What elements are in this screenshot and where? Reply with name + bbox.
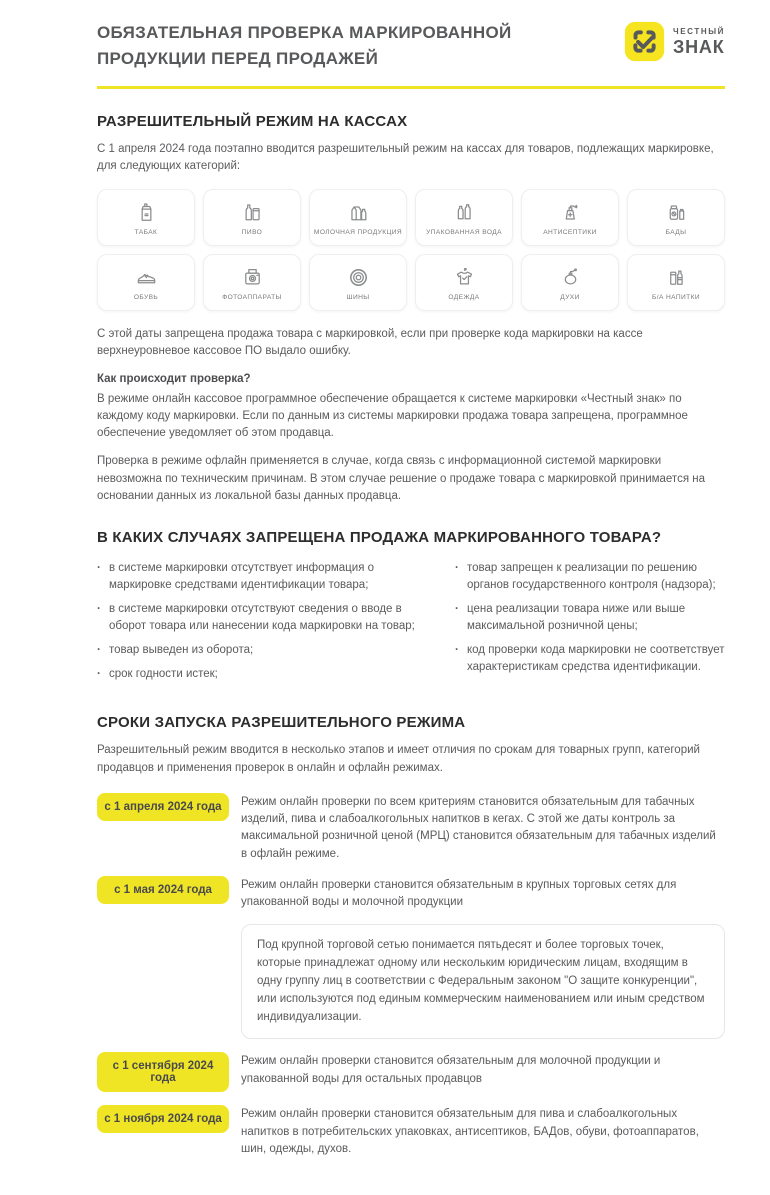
date-badge-november: с 1 ноября 2024 года [97,1105,229,1133]
bullet-item: · код проверки кода маркировки не соответствует характеристикам средства идентификации. [455,642,725,676]
timeline-intro: Разрешительный режим вводится в несколько этапов и имеет отличия по срокам для товарных групп, категорий продавцов и применения проверок в онлайн и офлайн режимах. [97,744,700,774]
category-tile-dairy [309,189,407,246]
bullet-item: · в системе маркировки отсутствуют сведения о вводе в оборот товара или нанесении кода маркировки на товар; [97,601,433,635]
beer-bottle-can-icon [240,200,265,225]
category-label: АНТИСЕПТИКИ [543,228,597,236]
bullets-left-column [97,560,433,690]
logo-word-znak: ЗНАК [673,36,725,57]
permit-paragraph-1: С этой даты запрещена продажа товара с маркировкой, если при проверке кода маркировки на кассе верхнеуровневое кассовое ПО выдало ошибку. [97,328,643,358]
permit-intro: С 1 апреля 2024 года поэтапно вводится разрешительный режим на кассах для товаров, подлежащих маркировке, для следующих категорий: [97,142,714,172]
category-tiles [97,189,725,311]
camera-icon [240,265,265,290]
logo-text [673,28,725,56]
bullet-item: · срок годности истек; [97,666,433,683]
bullet-item: · в системе маркировки отсутствует информация о маркировке средствами идентификации товара; [97,560,433,594]
category-tile-water [415,189,513,246]
prohibited-bullet-columns [97,560,725,690]
prohibited-section-heading: В КАКИХ СЛУЧАЯХ ЗАПРЕЩЕНА ПРОДАЖА МАРКИРОВАННОГО ТОВАРА? [97,529,662,547]
timeline-text: Режим онлайн проверки по всем критериям становится обязательным для табачных изделий, пива и слабоалкогольных напитков в кегах. С этой же даты контроль за максимальной розничной ценой (МРЦ) становится обязательным для табачных изделий в офлайн режиме. [241,795,716,860]
bullet-item: · товар запрещен к реализации по решению органов государственного контроля (надзора); [455,560,725,594]
category-label: ФОТОАППАРАТЫ [222,293,282,301]
bullets-right-column [455,560,725,690]
tshirt-hanger-icon [452,265,477,290]
date-badge-may: с 1 мая 2024 года [97,876,229,904]
category-label: ОДЕЖДА [448,293,480,301]
dairy-carton-icon [346,200,371,225]
check-qr-frame-icon [624,21,665,62]
category-tile-tires [309,254,407,311]
timeline-section-heading: СРОКИ ЗАПУСКА РАЗРЕШИТЕЛЬНОГО РЕЖИМА [97,714,466,732]
category-label: Б/А НАПИТКИ [652,293,700,301]
category-tile-shoes [97,254,195,311]
category-label: МОЛОЧНАЯ ПРОДУКЦИЯ [313,228,403,236]
header [97,20,725,73]
perfume-bottle-icon [558,265,583,290]
category-label: ДУХИ [560,293,580,301]
timeline-item [97,876,725,912]
timeline-text: Режим онлайн проверки становится обязательным в крупных торговых сетях для упакованной воды и молочной продукции [241,878,677,909]
soft-drinks-icon [664,265,689,290]
timeline-item [97,793,725,863]
bullet-item: · товар выведен из оборота; [97,642,433,659]
timeline-item [97,1105,725,1158]
antiseptic-spray-icon [558,200,583,225]
category-label: ПИВО [241,228,263,236]
category-label: УПАКОВАННАЯ ВОДА [426,228,502,236]
supplements-jar-icon [664,200,689,225]
permit-paragraph-2: В режиме онлайн кассовое программное обеспечение обращается к системе маркировки «Честный знак» по каждому коду маркировки. Если по данным из системы маркировки продажа товара запрещена, программное обеспечение уведомляет об этом продавца. [97,392,688,440]
cigarette-pack-icon [134,200,159,225]
bullet-item: · цена реализации товара ниже или выше максимальной розничной цены; [455,601,725,635]
timeline-text: Режим онлайн проверки становится обязательным для пива и слабоалкогольных напитков в потребительских упаковках, антисептиков, БАДов, обуви, фотоаппаратов, шин, одежды, духов. [241,1108,699,1155]
logo-word-chestny: ЧЕСТНЫЙ [673,26,725,36]
tire-icon [346,265,371,290]
date-badge-april: с 1 апреля 2024 года [97,793,229,821]
accent-divider [97,86,725,89]
category-tile-supplements [627,189,725,246]
category-tile-soft-drinks [627,254,725,311]
category-tile-cameras [203,254,301,311]
chestny-znak-logo [624,21,725,62]
large-retail-note: Под крупной торговой сетью понимается пятьдесят и более торговых точек, которые принадлежат одному или нескольким юридическим лицам, входящим в одну группу лиц в соответствии с Федеральным законом "О защите конкуренции", или используются под единым коммерческим наименованием или иным средством индивидуализации. [241,924,725,1039]
category-label: ШИНЫ [346,293,370,301]
permit-section-heading: РАЗРЕШИТЕЛЬНЫЙ РЕЖИМ НА КАССАХ [97,112,408,130]
category-tile-beer [203,189,301,246]
category-label: ОБУВЬ [133,293,159,301]
category-tile-tobacco [97,189,195,246]
timeline [97,793,725,1158]
category-label: БАДЫ [665,228,687,236]
date-badge-september: с 1 сентября 2024 года [97,1052,229,1092]
page-title: ОБЯЗАТЕЛЬНАЯ ПРОВЕРКА МАРКИРОВАННОЙ ПРОДУКЦИИ ПЕРЕД ПРОДАЖЕЙ [97,23,512,69]
category-tile-perfume [521,254,619,311]
how-check-question: Как происходит проверка? [97,372,251,385]
timeline-item [97,1052,725,1092]
category-tile-clothes [415,254,513,311]
permit-paragraph-3: Проверка в режиме офлайн применяется в случае, когда связь с информационной системой маркировки невозможна по техническим причинам. В этом случае решение о продаже товара с маркировкой принимается на основании данных из локальной базы данных продавца. [97,455,705,502]
water-bottles-icon [452,200,477,225]
category-tile-antiseptics [521,189,619,246]
timeline-text: Режим онлайн проверки становится обязательным для молочной продукции и упакованной воды для остальных продавцов [241,1055,661,1085]
category-label: ТАБАК [134,228,158,236]
sneaker-icon [134,265,159,290]
